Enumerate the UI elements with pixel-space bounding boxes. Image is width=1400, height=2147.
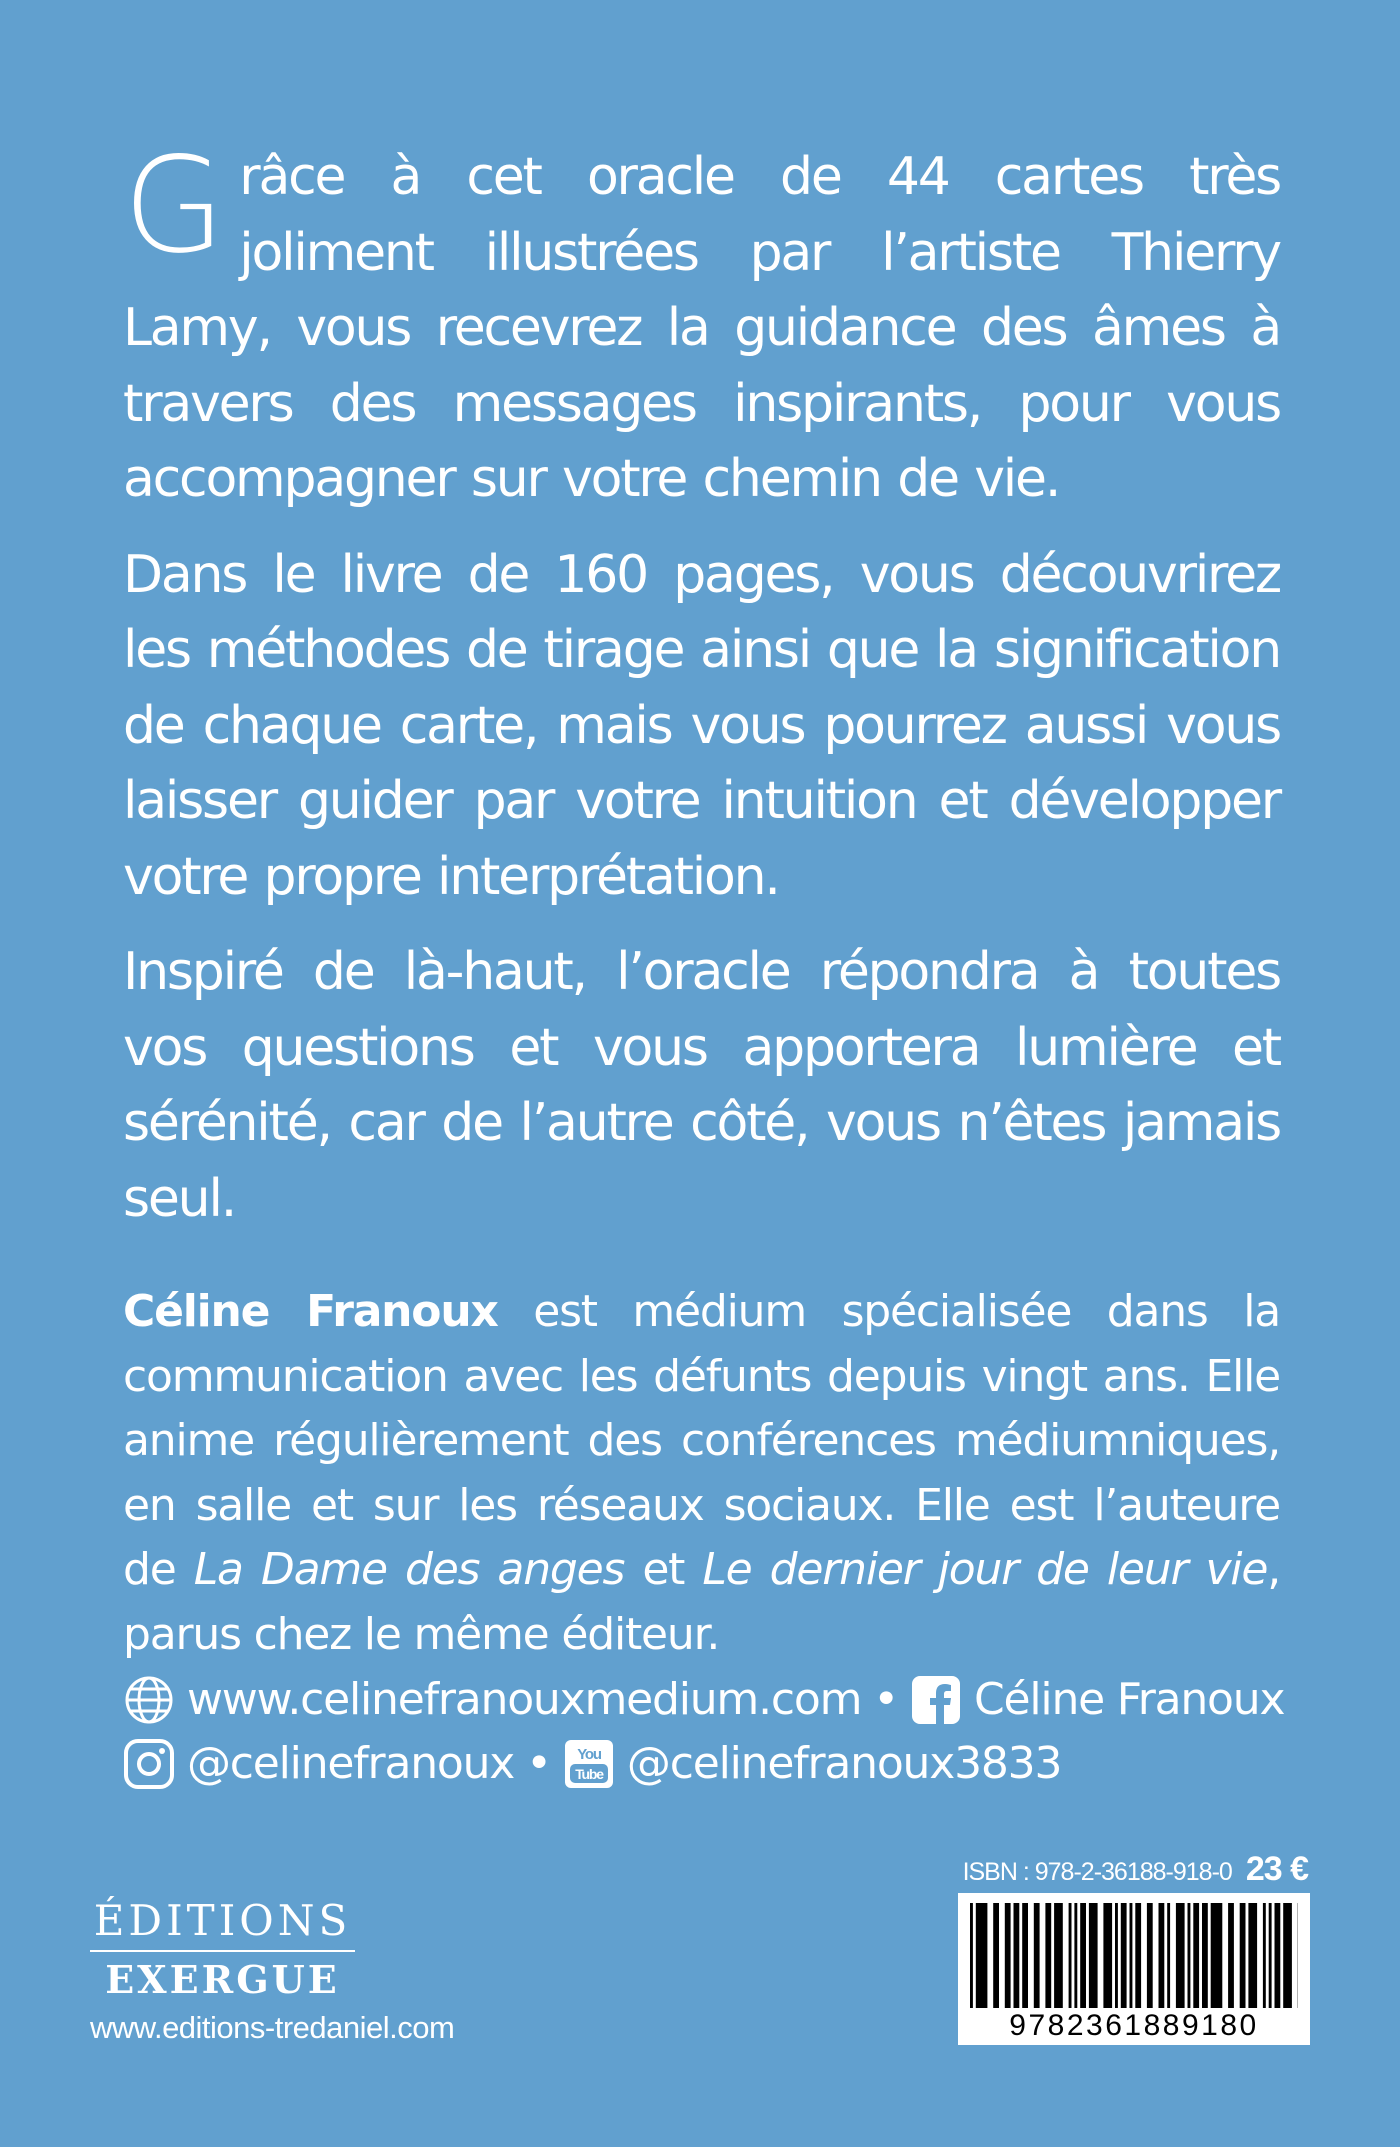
barcode-bar xyxy=(993,1903,999,2008)
barcode-bar xyxy=(1202,1903,1208,2008)
barcode-bar xyxy=(1193,1903,1199,2008)
barcode-bar xyxy=(1188,1903,1191,2008)
website-link[interactable]: www.celinefranouxmedium.com xyxy=(187,1674,862,1725)
barcode-bar xyxy=(1074,1903,1077,2008)
intro-paragraph-2: Dans le livre de 160 pages, vous découvrirez les méthodes de tirage ainsi que la signification de chaque carte, mais vous pourrez aussi vous laisser guider par votre intuition et développer votre propre interprétation. xyxy=(123,544,1280,907)
barcode-bar xyxy=(1176,1903,1185,2008)
barcode-bar xyxy=(1248,1903,1257,2008)
author-bio-and: et xyxy=(624,1544,703,1595)
barcode-bar xyxy=(1263,1903,1266,2008)
barcode-digits: 9782361889180 xyxy=(1009,2009,1259,2042)
barcode-bar xyxy=(1115,1903,1118,2008)
isbn-price-row xyxy=(958,1850,1308,1889)
drop-cap: G xyxy=(123,129,226,283)
publisher-logo xyxy=(90,1896,420,2004)
links-line-2 xyxy=(123,1732,1280,1796)
separator-1: • xyxy=(873,1674,899,1725)
barcode-bar xyxy=(1121,1903,1127,2008)
barcode-bar xyxy=(970,1903,973,2008)
barcode-bar xyxy=(1014,1903,1020,2008)
barcode-bar xyxy=(1089,1903,1098,2008)
book-title-2: Le dernier jour de leur vie xyxy=(702,1544,1268,1595)
barcode-bar xyxy=(1167,1903,1170,2008)
publisher-name-line-1: ÉDITIONS xyxy=(90,1896,355,1952)
intro-paragraph-1-text: râce à cet oracle de 44 cartes très joliment illustrées par l’artiste Thierry Lamy, vous recevrez la guidance des âmes à travers des messages inspirants, pour vous accompagner sur votre chemin de vie. xyxy=(123,147,1280,509)
barcode-bar xyxy=(1240,1903,1246,2008)
intro-paragraph-1 xyxy=(123,129,1280,518)
barcode-bar xyxy=(1275,1903,1281,2008)
intro-paragraph-3: Inspiré de là-haut, l’oracle répondra à toutes vos questions et vous apportera lumière et sérénité, car de l’autre côté, vous n’êtes jamais seul. xyxy=(123,942,1280,1229)
youtube-link[interactable]: @celinefranoux3833 xyxy=(626,1738,1062,1789)
facebook-link[interactable]: Céline Franoux xyxy=(974,1674,1285,1725)
youtube-icon-text-bottom: Tube xyxy=(575,1766,603,1782)
instagram-icon xyxy=(123,1738,175,1790)
barcode-bar xyxy=(976,1903,988,2008)
barcode-bar xyxy=(1147,1903,1153,2008)
barcode-bar xyxy=(1045,1903,1051,2008)
barcode-bar xyxy=(1054,1903,1063,2008)
barcode-bar xyxy=(1211,1903,1223,2008)
facebook-icon xyxy=(910,1674,962,1726)
barcode xyxy=(958,1893,1310,2045)
barcode-bar xyxy=(1228,1903,1234,2008)
barcode-bar xyxy=(1130,1903,1133,2008)
youtube-icon-text-top: You xyxy=(577,1746,601,1763)
author-bio-end: , parus chez le même éditeur. xyxy=(123,1544,1280,1660)
barcode-bar xyxy=(1283,1903,1292,2008)
youtube-icon xyxy=(563,1738,615,1790)
barcode-bar xyxy=(1005,1903,1011,2008)
separator-2: • xyxy=(526,1738,551,1789)
author-bio-text-1: est médium spécialisée dans la communication avec les défunts depuis vingt ans. Elle anime régulièrement des conférences médiumniques, en salle et sur les réseaux sociaux. Elle est l’auteure de xyxy=(123,1286,1280,1595)
author-links xyxy=(123,1668,1285,1796)
author-name: Céline Franoux xyxy=(123,1286,498,1337)
barcode-bar xyxy=(1135,1903,1141,2008)
author-bio xyxy=(123,1280,1280,1667)
links-line-1 xyxy=(123,1668,1285,1732)
barcode-bar xyxy=(1069,1903,1072,2008)
globe-icon xyxy=(123,1674,175,1726)
price: 23 € xyxy=(1245,1850,1308,1888)
intro-text xyxy=(123,129,1280,1257)
barcode-bar xyxy=(1103,1903,1112,2008)
instagram-link[interactable]: @celinefranoux xyxy=(187,1738,515,1789)
barcode-bar xyxy=(1034,1903,1040,2008)
isbn-number: ISBN : 978-2-36188-918-0 xyxy=(962,1858,1232,1886)
publisher-name-line-2: EXERGUE xyxy=(105,1957,340,2002)
barcode-bar xyxy=(1022,1903,1028,2008)
barcode-bar xyxy=(1269,1903,1272,2008)
publisher-website[interactable]: www.editions-tredaniel.com xyxy=(90,2010,455,2045)
barcode-bar xyxy=(1159,1903,1165,2008)
book-title-1: La Dame des anges xyxy=(193,1544,625,1595)
barcode-bar xyxy=(1080,1903,1086,2008)
